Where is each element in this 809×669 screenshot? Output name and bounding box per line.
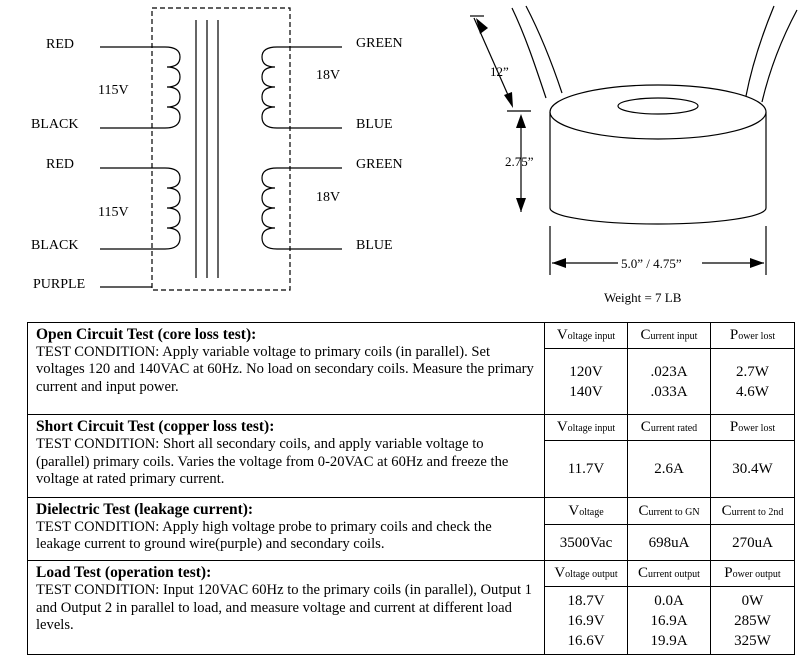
label-115v-lower: 115V — [98, 205, 129, 220]
column-header — [628, 415, 711, 441]
measurement-value: 3500Vac — [559, 534, 613, 551]
toroid-top — [550, 85, 766, 139]
test-title: Open Circuit Test (core loss test): — [36, 326, 257, 343]
arrowhead — [552, 258, 566, 268]
measurement-value: .023A — [650, 363, 688, 380]
test-header-row — [28, 415, 795, 441]
test-description — [28, 415, 545, 498]
value-cell — [711, 348, 795, 415]
header-text: urrent output — [648, 569, 700, 581]
label-black-upper: BLACK — [31, 117, 79, 132]
header-initial: V — [556, 419, 568, 436]
secondary-coil-upper — [262, 47, 342, 128]
value-cell — [545, 441, 628, 498]
column-header — [628, 498, 711, 525]
label-18v-lower: 18V — [316, 190, 341, 205]
header-initial: C — [638, 565, 649, 582]
column-header — [545, 415, 628, 441]
header-initial: V — [556, 326, 568, 343]
test-header-row — [28, 323, 795, 349]
measurement-value: 285W — [734, 612, 771, 629]
test-condition: TEST CONDITION: Input 120VAC 60Hz to the primary coils (in parallel), Output 1 and Output 2 in parallel to load, and measure voltage and current at different load levels. — [36, 582, 532, 634]
header-text: oltage input — [567, 423, 616, 435]
measurement-value: 140V — [569, 383, 603, 400]
measurement-value: 2.7W — [736, 363, 769, 380]
toroid-drawing — [470, 6, 797, 275]
column-header — [711, 498, 795, 525]
lead-wire — [512, 8, 546, 98]
test-header-row — [28, 561, 795, 587]
arrowhead — [516, 198, 526, 212]
header-text: urrent to 2nd — [731, 506, 784, 518]
measurement-value: .033A — [650, 383, 688, 400]
column-header — [628, 561, 711, 587]
header-initial: P — [729, 326, 739, 343]
value-cell — [711, 525, 795, 561]
header-initial: C — [640, 419, 651, 436]
label-green-lower: GREEN — [356, 157, 403, 172]
measurement-value: 16.6V — [567, 632, 605, 649]
column-header — [711, 323, 795, 349]
value-cell — [711, 587, 795, 655]
measurement-value: 0W — [741, 592, 764, 609]
column-header — [545, 498, 628, 525]
header-initial: P — [729, 419, 739, 436]
diagram-area — [0, 0, 809, 318]
header-text: urrent rated — [650, 423, 698, 435]
header-text: urrent input — [650, 330, 698, 342]
value-cell — [711, 441, 795, 498]
header-initial: P — [724, 565, 733, 582]
value-cell — [545, 587, 628, 655]
measurement-value: 4.6W — [736, 383, 769, 400]
measurement-value: 11.7V — [567, 461, 605, 478]
label-18v-upper: 18V — [316, 68, 341, 83]
test-header-row — [28, 498, 795, 525]
label-black-lower: BLACK — [31, 238, 79, 253]
label-blue-lower: BLUE — [356, 238, 393, 253]
label-115v-upper: 115V — [98, 83, 129, 98]
arrowhead — [504, 92, 513, 108]
test-table-body — [28, 323, 795, 655]
column-header — [545, 323, 628, 349]
measurement-value: 19.9A — [650, 632, 688, 649]
measurement-value: 325W — [734, 632, 771, 649]
test-condition: TEST CONDITION: Apply variable voltage to primary coils (in parallel). Set voltages 120 and 140VAC at 60Hz. No load on secondary coils. Measure the primary current and input power. — [36, 343, 534, 395]
header-text: urrent to GN — [648, 506, 700, 518]
header-text: ower lost — [738, 330, 776, 342]
label-red-lower: RED — [46, 157, 74, 172]
weight-label: Weight = 7 LB — [604, 290, 682, 305]
measurement-value: 18.7V — [567, 592, 605, 609]
value-cell — [545, 525, 628, 561]
transformer-schematic — [100, 8, 342, 290]
arrowhead — [750, 258, 764, 268]
label-purple: PURPLE — [33, 277, 86, 292]
test-condition: TEST CONDITION: Short all secondary coils, and apply variable voltage to (parallel) primary coils. Varies the voltage from 0-20VAC at 60Hz and freeze the voltage at rated primary current. — [36, 436, 509, 488]
value-cell — [545, 348, 628, 415]
header-text: ower lost — [738, 423, 776, 435]
measurement-value: 2.6A — [654, 461, 684, 478]
value-cell — [628, 441, 711, 498]
header-text: oltage — [579, 506, 604, 518]
header-initial: V — [568, 502, 580, 519]
label-green-upper: GREEN — [356, 36, 403, 51]
value-cell — [628, 587, 711, 655]
label-red-upper: RED — [46, 37, 74, 52]
column-header — [711, 561, 795, 587]
test-title: Dielectric Test (leakage current): — [36, 501, 254, 519]
column-header — [711, 415, 795, 441]
secondary-coil-lower — [262, 168, 342, 249]
dimension-height: 2.75” — [505, 154, 534, 169]
test-description — [28, 498, 545, 561]
arrowhead — [516, 114, 526, 128]
lead-wire — [526, 6, 562, 93]
label-blue-upper: BLUE — [356, 117, 393, 132]
test-title: Short Circuit Test (copper loss test): — [36, 418, 275, 436]
value-cell — [628, 348, 711, 415]
dimension-diameter: 5.0” / 4.75” — [621, 256, 682, 271]
header-text: oltage input — [567, 330, 616, 342]
value-cell — [628, 525, 711, 561]
test-description — [28, 561, 545, 655]
measurement-value: 698uA — [648, 534, 690, 551]
header-text: ower output — [732, 569, 781, 581]
header-initial: C — [640, 326, 651, 343]
header-initial: C — [721, 502, 732, 519]
header-initial: V — [554, 565, 566, 582]
header-text: oltage output — [565, 569, 618, 581]
column-header — [545, 561, 628, 587]
measurement-value: 16.9V — [567, 612, 605, 629]
measurement-value: 30.4W — [732, 461, 773, 478]
dimension-lead-length: 12” — [490, 64, 509, 79]
test-results-table — [27, 322, 795, 655]
header-initial: C — [638, 502, 649, 519]
column-header — [628, 323, 711, 349]
test-condition: TEST CONDITION: Apply high voltage probe to primary coils and check the leakage current to ground wire(purple) and secondary coils. — [36, 518, 492, 553]
measurement-value: 16.9A — [650, 612, 688, 629]
test-description — [28, 323, 545, 415]
measurement-value: 0.0A — [654, 592, 684, 609]
measurement-value: 270uA — [732, 534, 773, 551]
test-title: Load Test (operation test): — [36, 564, 212, 582]
measurement-value: 120V — [569, 363, 603, 380]
lead-wire — [746, 6, 774, 96]
